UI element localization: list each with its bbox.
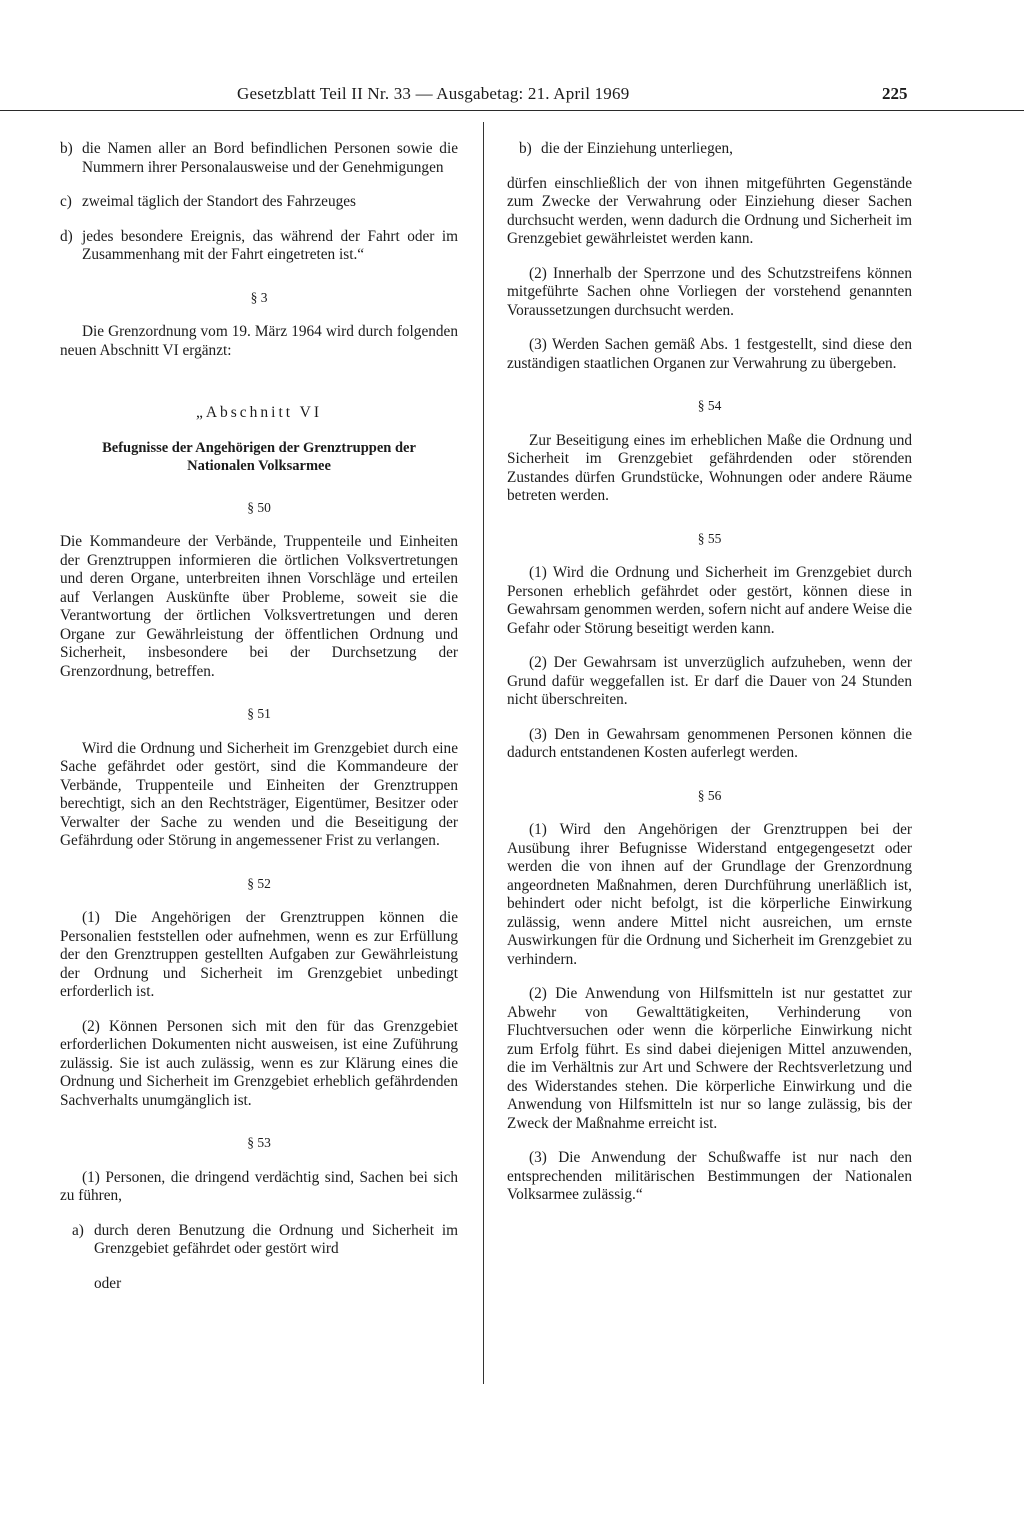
item-label: c) [60,193,72,210]
item-text: die Namen aller an Bord befindlichen Personen sowie die Nummern ihrer Personalausweise und der Genehmigungen [82,140,458,176]
item-text: jedes besondere Ereignis, das während der Fahrt oder im Zusammenhang mit der Fahrt eingetreten ist.“ [82,227,458,263]
section-52-paragraph-2: (2) Können Personen sich mit den für das Grenzgebiet erforderlichen Dokumenten nicht ausweisen, ist eine Zuführung zulässig. Sie ist auch zulässig, wenn es zur Klärung eines die Ordnung und Sicherheit im Grenzgebiet erheblich gefährdenden Sachverhalts unumgänglich ist. [60,1017,458,1109]
conjunction-oder: oder [94,1274,122,1292]
column-divider [483,122,484,1384]
section-52-paragraph-1: (1) Die Angehörigen der Grenztruppen können die Personalien feststellen oder aufnehmen, wenn es zur Erfüllung der den Grenztruppen gestellten Aufgaben zur Gewährleistung der Ordnung und Sicherheit im Grenzgebiet unbedingt erforderlich ist. [60,909,458,1000]
list-item-b [60,140,458,177]
section-heading-50: § 50 [247,499,271,515]
section-54-text: Zur Beseitigung eines im erheblichen Maße die Ordnung und Sicherheit im Grenzgebiet gefährdenden oder störenden Zustandes dürfen Grundstücke, Wohnungen oder andere Räume betreten werden. [507,431,912,504]
section-heading-56: § 56 [697,787,722,803]
item-label: b) [60,140,73,157]
section-heading-51: § 51 [247,706,271,721]
section-53-paragraph-2: (2) Innerhalb der Sperrzone und des Schutzstreifens können mitgeführte Sachen ohne Vorliegen der vorstehend genannten Voraussetzungen durchsucht werden. [507,264,912,319]
item-label: d) [60,227,73,245]
list-item-b-right [507,140,912,159]
section-53-paragraph-3: (3) Werden Sachen gemäß Abs. 1 festgestellt, sind diese den zuständigen staatlichen Organen zur Verwahrung zu übergeben. [507,336,912,372]
abschnitt-title: Befugnisse der Angehörigen der Grenztruppen der Nationalen Volksarmee [102,439,416,474]
section-heading-54: § 54 [697,398,722,413]
section-heading-53: § 53 [247,1135,271,1150]
page-header [0,82,1024,111]
item-label: a) [72,1221,84,1239]
right-column [507,140,912,1205]
gazette-title: Gesetzblatt Teil II Nr. 33 — Ausgabetag: 21. April 1969 [237,84,630,103]
item-label: b) [519,140,532,157]
section-heading-55: § 55 [697,530,722,546]
section-55-paragraph-1: (1) Wird die Ordnung und Sicherheit im Grenzgebiet durch Personen erheblich gefährdet oder gestört, können diese in Gewahrsam genommen werden, sofern nicht auf andere Weise die Gefahr oder Störung beseitigt werden kann. [507,564,912,637]
section-56-paragraph-1: (1) Wird den Angehörigen der Grenztruppen bei der Ausübung ihrer Befugnisse Widerstand entgegengesetzt oder werden die von ihnen auf der Grundlage der Grenzordnung angeordneten Maßnahmen, deren Durchführung unerläßlich ist, behindert oder nicht befolgt, ist die körperliche Einwirkung zulässig, wenn andere Mittel nicht ausreichen, um ernste Auswirkungen für die Ordnung und Sicherheit im Grenzgebiet zu verhindern. [507,821,912,968]
item-text: zweimal täglich der Standort des Fahrzeuges [82,193,356,210]
list-item-c [60,193,458,212]
section-50-text: Die Kommandeure der Verbände, Truppenteile und Einheiten der Grenztruppen informieren die örtlichen Volksvertretungen und deren Organe, unterbreiten ihnen Vorschläge und erteilen auf Verlangen Auskünfte über Probleme, soweit sie die Verantwortung der örtlichen Volksvertretungen und deren Organe zur Gewährleistung der öffentlichen Ordnung und Sicherheit, insbesondere bei der Durchsetzung der Grenzordnung, betreffen. [60,533,458,680]
section-55-paragraph-2: (2) Der Gewahrsam ist unverzüglich aufzuheben, wenn der Grund dafür weggefallen ist. Er darf die Dauer von 24 Stunden nicht überschreiten. [507,654,912,708]
section-55-paragraph-3: (3) Den in Gewahrsam genommenen Personen können die dadurch entstandenen Kosten auferlegt werden. [507,725,912,761]
section-56-paragraph-2: (2) Die Anwendung von Hilfsmitteln ist nur gestattet zur Abwehr von Gewalttätigkeiten, Verhinderung von Fluchtversuchen oder wenn die körperliche Einwirkung nicht zum Erfolg führt. Es sind dabei diejenigen Mittel anzuwenden, die im Verhältnis zur Art und Schwere der Rechtsverletzung und des Widerstandes stehen. Die körperliche Einwirkung und die Anwendung von Hilfsmitteln ist nur so lange zulässig, bis der Zweck der Maßnahme erreicht ist. [507,985,912,1132]
section-heading-52: § 52 [247,875,271,891]
left-column [60,140,458,1293]
section-53-paragraph-1: (1) Personen, die dringend verdächtig sind, Sachen bei sich zu führen, [60,1168,458,1204]
continuation-text: dürfen einschließlich der von ihnen mitgeführten Gegenstände zum Zwecke der Verwahrung oder Einziehung dieser Sachen durchsucht werden, wenn dadurch die Ordnung und Sicherheit im Grenzgebiet gewährleistet werden kann. [507,174,912,247]
abschnitt-heading: „Abschnitt VI [195,404,323,421]
list-item-d [60,228,458,265]
item-text: die der Einziehung unterliegen, [541,140,733,157]
section-56-paragraph-3: (3) Die Anwendung der Schußwaffe ist nur nach den entsprechenden militärischen Bestimmungen der Nationalen Volksarmee zulässig.“ [507,1149,912,1203]
list-item-a [60,1222,458,1259]
page-number: 225 [882,84,908,103]
section-3-text: Die Grenzordnung vom 19. März 1964 wird durch folgenden neuen Abschnitt VI ergänzt: [60,323,458,359]
item-text: durch deren Benutzung die Ordnung und Sicherheit im Grenzgebiet gefährdet oder gestört wird [94,1221,458,1257]
section-heading-3: § 3 [250,289,268,305]
section-51-text: Wird die Ordnung und Sicherheit im Grenzgebiet durch eine Sache gefährdet oder gestört, sind die Kommandeure der Verbände, Truppenteile und Einheiten der Grenztruppen berechtigt, sich an den Rechtsträger, Eigentümer, Besitzer oder Verwalter der Sache zu wenden und die Beseitigung der Gefährdung oder Störung in angemessener Frist zu verlangen. [60,739,458,849]
